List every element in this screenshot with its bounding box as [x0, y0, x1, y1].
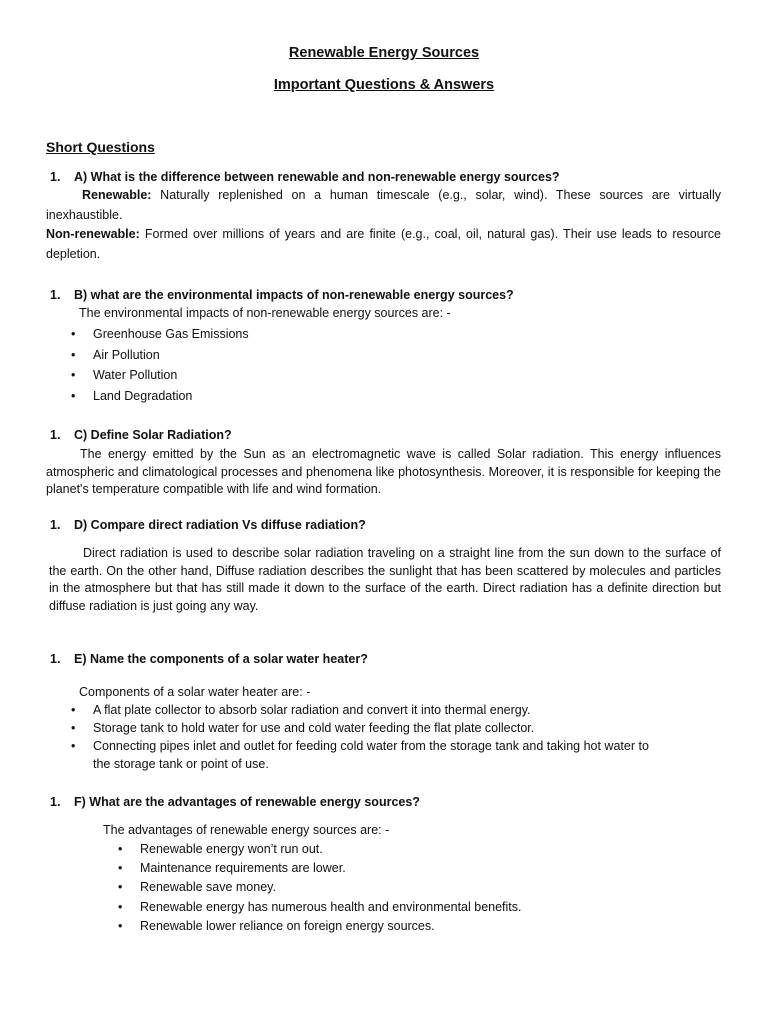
question-c [50, 428, 232, 442]
document-subtitle: Important Questions & Answers [273, 77, 495, 93]
answer-a-renewable [46, 186, 721, 225]
bullet-icon: • [71, 703, 76, 717]
question-number: 1. [50, 518, 61, 532]
question-text: A) What is the difference between renewable and non-renewable energy sources? [74, 170, 560, 184]
bullet-icon: • [71, 368, 76, 382]
answer-a-nonrenewable [46, 225, 721, 264]
list-item: • Air Pollution [71, 347, 160, 362]
bullet-icon: • [71, 347, 76, 362]
answer-e-intro: Components of a solar water heater are: - [79, 685, 311, 699]
list-item: • Renewable energy has numerous health and environmental benefits. [118, 899, 522, 914]
list-item: • Land Degradation [71, 388, 193, 403]
nonrenewable-label: Non-renewable: [46, 227, 140, 241]
list-item: • Water Pollution [71, 368, 178, 382]
bullet-icon: • [118, 880, 123, 895]
list-item: • Renewable lower reliance on foreign energy sources. [118, 918, 435, 933]
question-number: 1. [50, 288, 61, 302]
list-item: • Renewable save money. [118, 880, 276, 895]
question-text: E) Name the components of a solar water heater? [74, 652, 368, 666]
bullet-icon: • [71, 721, 76, 735]
question-a [50, 170, 560, 184]
question-number: 1. [50, 795, 61, 809]
question-number: 1. [50, 170, 61, 184]
question-number: 1. [50, 428, 61, 442]
question-f [50, 795, 420, 809]
list-item: • Maintenance requirements are lower. [118, 861, 346, 876]
section-heading: Short Questions [46, 139, 155, 155]
list-item: • Storage tank to hold water for use and cold water feeding the flat plate collector. [71, 721, 535, 735]
answer-c: The energy emitted by the Sun as an electromagnetic wave is called Solar radiation. This energy influences atmospheric and climatological processes and phenomena like photosynthesis. Moreover, it is responsible for keeping the planet's temperature compatible with life and wind formation. [46, 447, 721, 496]
list-item: • Connecting pipes inlet and outlet for feeding cold water from the storage tank and taking hot water to [71, 739, 649, 753]
list-item-continuation: the storage tank or point of use. [93, 757, 269, 771]
question-e [50, 652, 368, 666]
bullet-icon: • [118, 899, 123, 914]
list-item: • Renewable energy won’t run out. [118, 842, 323, 856]
question-text: B) what are the environmental impacts of non-renewable energy sources? [74, 288, 514, 302]
advantages-list [118, 842, 522, 938]
document-title: Renewable Energy Sources [288, 45, 480, 61]
bullet-icon: • [71, 388, 76, 403]
bullet-icon: • [118, 861, 123, 876]
list-item: • Greenhouse Gas Emissions [71, 327, 249, 341]
question-text: C) Define Solar Radiation? [74, 428, 232, 442]
answer-f-intro: The advantages of renewable energy sources are: - [103, 823, 390, 837]
bullet-icon: • [71, 327, 76, 341]
renewable-label: Renewable: [82, 188, 152, 202]
renewable-text: Naturally replenished on a human timescale (e.g., solar, wind). These sources are virtually inexhaustible. [46, 188, 721, 222]
question-number: 1. [50, 652, 61, 666]
question-text: F) What are the advantages of renewable energy sources? [74, 795, 420, 809]
question-d [50, 518, 366, 532]
components-list [71, 703, 649, 775]
bullet-icon: • [71, 739, 76, 753]
impacts-list [71, 327, 249, 409]
nonrenewable-text: Formed over millions of years and are finite (e.g., coal, oil, natural gas). Their use leads to resource depletion. [46, 227, 721, 261]
answer-d: Direct radiation is used to describe solar radiation traveling on a straight line from the sun down to the surface of the earth. On the other hand, Diffuse radiation describes the sunlight that has been scattered by molecules and particles in the atmosphere but that has still made it down to the surface of the earth. Direct radiation has a definite direction but diffuse radiation is just going any way. [49, 546, 721, 613]
bullet-icon: • [118, 842, 123, 856]
question-text: D) Compare direct radiation Vs diffuse radiation? [74, 518, 366, 532]
question-b [50, 288, 514, 302]
list-item: • A flat plate collector to absorb solar radiation and convert it into thermal energy. [71, 703, 531, 717]
bullet-icon: • [118, 918, 123, 933]
answer-b-intro: The environmental impacts of non-renewable energy sources are: - [79, 306, 451, 320]
